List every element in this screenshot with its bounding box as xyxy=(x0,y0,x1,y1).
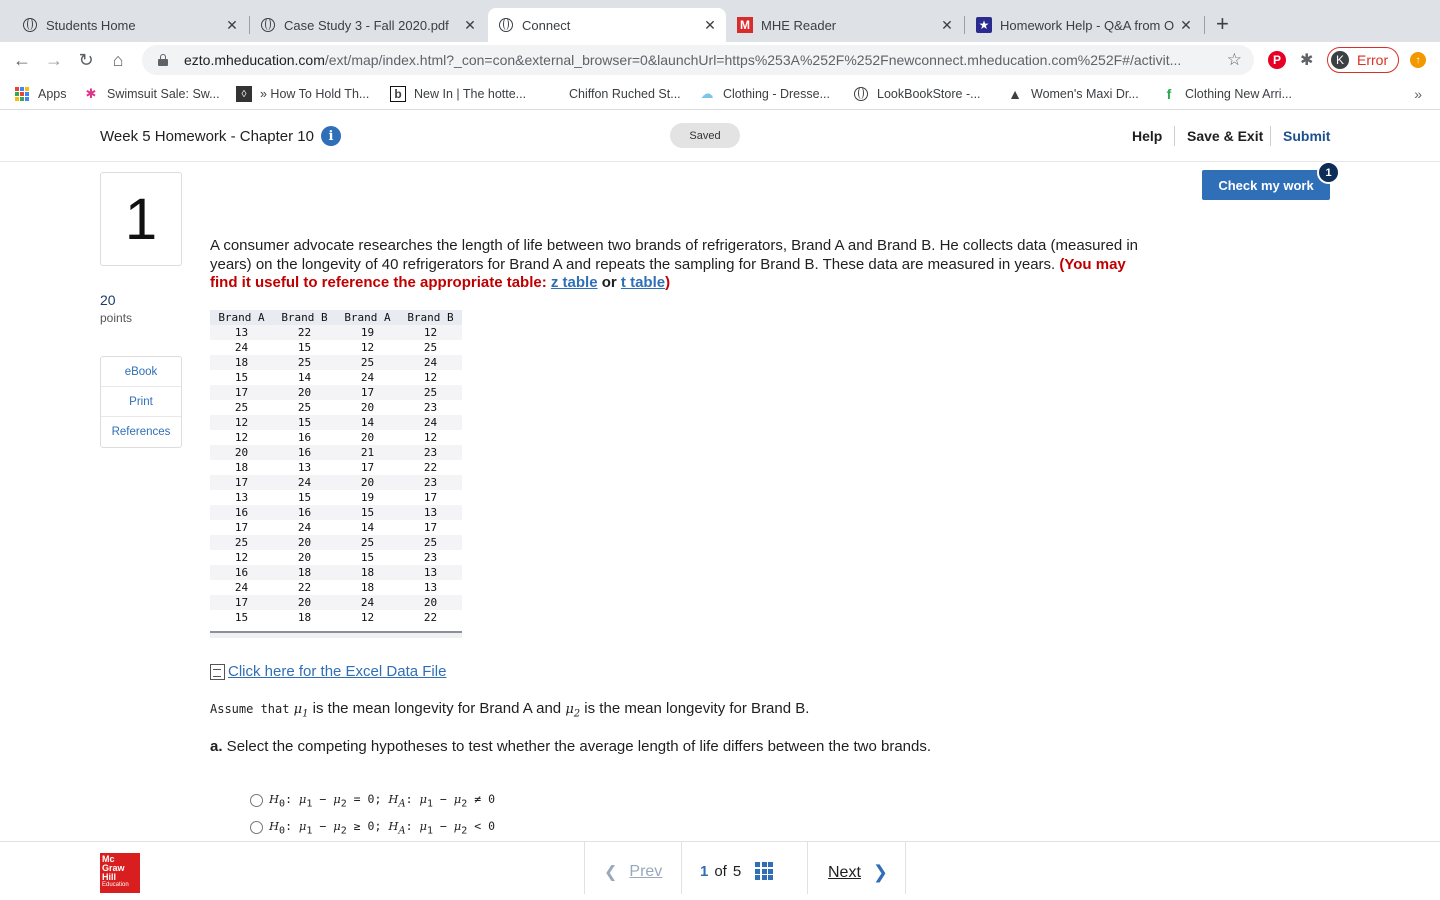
h0-value: 0 xyxy=(367,792,375,806)
tab-label: Case Study 3 - Fall 2020.pdf xyxy=(284,17,449,33)
excel-link-label: Click here for the Excel Data File xyxy=(228,663,447,680)
table-cell: 24 xyxy=(360,371,375,384)
new-tab-icon[interactable]: + xyxy=(1216,11,1229,36)
bookmark-chiffon[interactable] xyxy=(545,86,681,102)
flower-icon: ✱ xyxy=(85,86,97,101)
table-scrollbar[interactable] xyxy=(210,631,462,638)
tab-students-home[interactable] xyxy=(12,8,248,42)
assumption-text xyxy=(210,700,809,720)
f-logo-icon: f xyxy=(1166,86,1172,102)
bookmark-label: LookBookStore -... xyxy=(877,87,981,101)
browser-toolbar xyxy=(0,42,1440,78)
address-bar[interactable] xyxy=(142,45,1254,75)
table-cell: 16 xyxy=(273,445,336,460)
mhe-icon: M xyxy=(737,17,753,33)
hint-suffix: ) xyxy=(665,274,671,291)
table-cell: 17 xyxy=(423,491,438,504)
table-cell: 20 xyxy=(273,385,336,400)
globe-icon xyxy=(498,17,514,33)
browser-tab-strip xyxy=(0,0,1440,42)
mu1-symbol: $\mu_1$ xyxy=(293,702,309,720)
forward-arrow-icon[interactable]: → xyxy=(45,49,63,70)
points-label: points xyxy=(100,311,133,325)
avatar: K xyxy=(1330,50,1350,70)
globe-icon xyxy=(260,17,276,33)
logo-line: Education xyxy=(102,882,129,888)
close-icon[interactable]: ✕ xyxy=(1180,16,1192,33)
tab-label: MHE Reader xyxy=(761,17,837,33)
header-divider xyxy=(1270,126,1271,146)
hint-or: or xyxy=(597,274,621,291)
ebook-link[interactable]: eBook xyxy=(101,357,181,387)
references-link[interactable]: References xyxy=(111,426,171,438)
option-formula: $H_0$: $\mu_1 - \mu_2 \ge 0$; $H_A$: $\mu_1 - \mu_2 < 0$ xyxy=(269,819,496,837)
blank-icon xyxy=(545,86,561,102)
table-row xyxy=(210,610,462,625)
table-cell: 22 xyxy=(423,611,438,624)
table-cell: 25 xyxy=(336,355,399,370)
h0-operator: ≥ xyxy=(353,819,361,833)
table-cell: 24 xyxy=(399,355,462,370)
page-of: of xyxy=(714,862,727,880)
footer-nav xyxy=(0,841,1440,900)
table-cell: 24 xyxy=(234,341,249,354)
table-cell: 25 xyxy=(399,535,462,550)
h0-value: 0 xyxy=(367,819,375,833)
extensions-puzzle-icon[interactable]: ✱ xyxy=(1300,52,1314,69)
chevron-left-icon: ❮ xyxy=(604,864,618,881)
bookmarks-bar xyxy=(0,78,1440,110)
bookmark-label: New In | The hotte... xyxy=(414,87,527,101)
table-row xyxy=(210,430,462,445)
table-cell: 24 xyxy=(336,595,399,610)
assume-middle: is the mean longevity for Brand A and xyxy=(308,700,566,717)
table-cell: 12 xyxy=(360,611,375,624)
tab-divider xyxy=(964,16,965,34)
table-cell: 17 xyxy=(423,521,438,534)
table-row xyxy=(210,490,462,505)
table-cell: 25 xyxy=(297,401,312,414)
table-cell: 18 xyxy=(273,565,336,580)
table-cell: 22 xyxy=(423,461,438,474)
z-table-link[interactable]: z table xyxy=(550,274,598,291)
bookmark-lookbookstore[interactable] xyxy=(853,86,981,102)
saved-status-badge: Saved xyxy=(670,123,740,148)
table-cell: 23 xyxy=(423,401,438,414)
table-row xyxy=(210,400,462,415)
table-row xyxy=(210,535,462,550)
points-value: 20 xyxy=(100,292,116,308)
part-a-text: Select the competing hypotheses to test whether the average length of life differs between the two brands. xyxy=(222,738,932,755)
table-cell: 18 xyxy=(210,355,273,370)
globe-icon xyxy=(22,17,38,33)
hint-prefix: (You may find it useful to reference the appropriate table: xyxy=(210,255,1126,291)
shield-icon: ◊ xyxy=(236,86,252,102)
table-cell: 13 xyxy=(399,565,462,580)
table-cell: 17 xyxy=(336,385,399,400)
table-cell: 21 xyxy=(336,445,399,460)
table-cell: 12 xyxy=(234,431,249,444)
table-row xyxy=(210,385,462,400)
t-table-link[interactable]: t table xyxy=(620,274,666,291)
radio-button[interactable] xyxy=(250,794,263,807)
table-cell: 22 xyxy=(297,581,312,594)
table-cell: 23 xyxy=(423,551,438,564)
mcgraw-hill-logo xyxy=(100,853,140,893)
tab-connect[interactable] xyxy=(488,8,726,42)
question-text xyxy=(210,237,1150,293)
table-cell: 14 xyxy=(360,521,375,534)
assume-end: is the mean longevity for Brand B. xyxy=(580,700,810,717)
mu2-symbol: $\mu_2$ xyxy=(565,702,581,720)
header-divider xyxy=(1174,126,1175,146)
chevron-double-right-icon[interactable]: » xyxy=(1414,86,1422,102)
close-icon[interactable]: ✕ xyxy=(226,16,238,33)
table-cell: 25 xyxy=(234,401,249,414)
bookmark-label: » How To Hold Th... xyxy=(260,87,370,101)
print-link[interactable]: Print xyxy=(101,387,181,417)
document-icon xyxy=(210,664,225,680)
column-header: Brand B xyxy=(399,310,462,325)
bookmark-label: Women's Maxi Dr... xyxy=(1031,87,1139,101)
page-title: Week 5 Homework - Chapter 10 xyxy=(100,127,314,145)
option-formula: $H_0$: $\mu_1 - \mu_2 = 0$; $H_A$: $\mu_1 - \mu_2 \ne 0$ xyxy=(269,792,496,810)
table-cell: 16 xyxy=(210,565,273,580)
table-cell: 15 xyxy=(297,341,312,354)
table-cell: 16 xyxy=(273,505,336,520)
update-icon[interactable]: ↑ xyxy=(1410,52,1426,68)
profile-status: Error xyxy=(1357,52,1389,68)
next-label: Next xyxy=(828,863,861,881)
tab-mhe-reader[interactable] xyxy=(727,8,963,42)
assume-lead: Assume that xyxy=(210,702,290,716)
table-header-row xyxy=(210,310,462,325)
table-cell: 18 xyxy=(297,611,312,624)
question-number: 1 xyxy=(100,172,182,266)
bookmark-swimsuit[interactable] xyxy=(83,86,220,102)
table-cell: 12 xyxy=(423,371,438,384)
footer-divider xyxy=(584,842,585,894)
table-row xyxy=(210,505,462,520)
table-cell: 24 xyxy=(399,415,462,430)
prev-label: Prev xyxy=(629,863,663,880)
question-body: A consumer advocate researches the length of life between two brands of refrigerators, Brand A and Brand B. He collects data (measured in years) on the longevity of 40 refrigerators for Brand A and repeats the sampling for Brand B. These data are measured in years. xyxy=(210,237,1139,273)
table-cell: 25 xyxy=(210,535,273,550)
prev-button[interactable] xyxy=(604,862,662,882)
table-cell: 23 xyxy=(399,445,462,460)
table-cell: 15 xyxy=(273,415,336,430)
logo-line: Graw xyxy=(102,863,125,873)
bookmark-clothing-dresses[interactable] xyxy=(699,86,830,102)
grid-view-icon[interactable] xyxy=(755,862,773,880)
help-link[interactable]: Help xyxy=(1132,128,1163,144)
table-cell: 23 xyxy=(399,475,462,490)
bookmark-label: Chiffon Ruched St... xyxy=(569,87,681,101)
table-cell: 15 xyxy=(297,491,312,504)
table-row xyxy=(210,475,462,490)
table-cell: 16 xyxy=(297,431,312,444)
chevron-right-icon: ❯ xyxy=(872,862,888,882)
hypothesis-option-2[interactable] xyxy=(250,819,495,836)
table-cell: 13 xyxy=(297,461,312,474)
table-row xyxy=(210,415,462,430)
table-row xyxy=(210,550,462,565)
bookmark-label: Clothing New Arri... xyxy=(1185,87,1292,101)
tab-divider xyxy=(1204,16,1205,34)
table-cell: 24 xyxy=(234,581,249,594)
table-cell: 12 xyxy=(360,341,375,354)
footer-divider xyxy=(905,842,906,894)
table-row xyxy=(210,355,462,370)
tab-homework-help[interactable] xyxy=(966,8,1202,42)
table-cell: 20 xyxy=(336,475,399,490)
check-count-badge: 1 xyxy=(1317,161,1340,184)
save-exit-link[interactable]: Save & Exit xyxy=(1187,128,1264,144)
reload-icon[interactable]: ↻ xyxy=(78,49,94,70)
table-cell: 17 xyxy=(210,385,273,400)
table-cell: 14 xyxy=(297,371,312,384)
table-cell: 25 xyxy=(423,341,438,354)
table-cell: 12 xyxy=(210,415,273,430)
bookmark-label: Clothing - Dresse... xyxy=(723,87,830,101)
table-cell: 17 xyxy=(360,461,375,474)
tab-label: Connect xyxy=(522,17,571,33)
bookmark-star-icon[interactable]: ☆ xyxy=(1226,50,1242,69)
table-cell: 15 xyxy=(360,551,375,564)
page-current: 1 xyxy=(700,862,709,880)
table-cell: 19 xyxy=(360,491,375,504)
column-header: Brand A xyxy=(210,310,273,325)
close-icon[interactable]: ✕ xyxy=(704,16,716,33)
part-a-label: a. xyxy=(210,738,223,755)
assignment-header xyxy=(0,111,1440,162)
footer-divider xyxy=(807,842,808,894)
url-path: /ext/map/index.html?_con=con&external_browser=0&launchUrl=https%253A%252F%252Fnewconnect.mheducation.com%252F#/activit... xyxy=(324,52,1182,68)
ha-value: 0 xyxy=(488,819,496,833)
tab-label: Homework Help - Q&A from O xyxy=(1000,17,1175,33)
back-arrow-icon[interactable]: ← xyxy=(13,49,31,70)
table-body xyxy=(210,325,462,625)
table-cell: 13 xyxy=(399,505,462,520)
footer-divider xyxy=(681,842,682,894)
table-row xyxy=(210,595,462,610)
tab-label: Students Home xyxy=(46,17,136,33)
table-row xyxy=(210,460,462,475)
table-cell: 13 xyxy=(210,325,273,340)
h0-operator: = xyxy=(353,792,361,806)
table-cell: 13 xyxy=(234,491,249,504)
ha-operator: ≠ xyxy=(474,792,482,806)
b-logo-icon: b xyxy=(390,86,406,102)
tab-case-study[interactable] xyxy=(250,8,486,42)
ha-value: 0 xyxy=(488,792,496,806)
logo-line: Mc xyxy=(102,854,115,864)
bookmark-apps[interactable] xyxy=(14,86,67,102)
table-cell: 18 xyxy=(234,461,249,474)
globe-icon xyxy=(853,86,869,102)
table-cell: 16 xyxy=(210,505,273,520)
url-text[interactable] xyxy=(184,52,1224,68)
table-cell: 12 xyxy=(423,431,438,444)
page-indicator xyxy=(700,862,773,880)
column-header: Brand A xyxy=(336,310,399,325)
home-icon[interactable]: ⌂ xyxy=(112,49,124,70)
pinterest-icon[interactable]: P xyxy=(1268,51,1286,69)
column-header: Brand B xyxy=(273,310,336,325)
next-button[interactable] xyxy=(828,862,888,883)
bookmark-clothing-new[interactable] xyxy=(1161,86,1292,102)
triangle-logo-icon: ▲ xyxy=(1008,86,1022,102)
cloud-icon: ☁ xyxy=(700,86,714,101)
info-icon[interactable]: i xyxy=(321,126,341,146)
table-cell: 13 xyxy=(423,581,438,594)
logo-line: Hill xyxy=(102,872,117,882)
table-cell: 12 xyxy=(234,551,249,564)
table-cell: 25 xyxy=(336,535,399,550)
table-cell: 25 xyxy=(273,355,336,370)
table-cell: 18 xyxy=(336,565,399,580)
table-row xyxy=(210,340,462,355)
table-cell: 25 xyxy=(399,385,462,400)
table-cell: 20 xyxy=(360,431,375,444)
table-cell: 24 xyxy=(273,475,336,490)
table-cell: 17 xyxy=(210,475,273,490)
table-cell: 20 xyxy=(297,551,312,564)
table-cell: 20 xyxy=(399,595,462,610)
bookmark-how-to-hold[interactable] xyxy=(236,86,369,102)
page-total: 5 xyxy=(732,862,742,880)
table-row xyxy=(210,565,462,580)
url-host: ezto.mheducation.com xyxy=(184,52,325,68)
table-row xyxy=(210,580,462,595)
table-row xyxy=(210,370,462,385)
profile-error-button[interactable] xyxy=(1327,47,1399,73)
radio-button[interactable] xyxy=(250,821,263,834)
table-cell: 15 xyxy=(234,611,249,624)
table-cell: 15 xyxy=(234,371,249,384)
resource-links xyxy=(100,356,182,448)
table-cell: 19 xyxy=(336,325,399,340)
ha-operator: < xyxy=(474,819,482,833)
table-cell: 17 xyxy=(234,521,249,534)
submit-link[interactable]: Submit xyxy=(1283,128,1331,144)
table-cell: 15 xyxy=(336,505,399,520)
table-cell: 24 xyxy=(297,521,312,534)
part-a-prompt xyxy=(210,738,931,755)
data-table xyxy=(210,310,462,625)
bookmark-new-in[interactable] xyxy=(390,86,526,102)
lock-icon xyxy=(158,54,168,66)
close-icon[interactable]: ✕ xyxy=(464,16,476,33)
bookmark-label: Swimsuit Sale: Sw... xyxy=(107,87,220,101)
table-cell: 12 xyxy=(399,325,462,340)
apps-grid-icon xyxy=(14,86,30,102)
table-row xyxy=(210,325,462,340)
table-cell: 20 xyxy=(273,535,336,550)
table-cell: 14 xyxy=(336,415,399,430)
table-cell: 17 xyxy=(210,595,273,610)
bookmark-label: Apps xyxy=(38,87,67,101)
table-row xyxy=(210,445,462,460)
table-cell: 18 xyxy=(360,581,375,594)
excel-data-file-link[interactable] xyxy=(210,663,446,680)
table-cell: 20 xyxy=(360,401,375,414)
assignment-title xyxy=(100,126,341,146)
bookmark-womens-maxi[interactable] xyxy=(1007,86,1139,102)
table-cell: 20 xyxy=(210,445,273,460)
hypothesis-option-1[interactable] xyxy=(250,792,495,809)
table-cell: 20 xyxy=(273,595,336,610)
close-icon[interactable]: ✕ xyxy=(941,16,953,33)
check-my-work-button[interactable]: Check my work xyxy=(1202,170,1330,200)
star-badge-icon: ★ xyxy=(976,17,992,33)
table-cell: 22 xyxy=(273,325,336,340)
table-row xyxy=(210,520,462,535)
